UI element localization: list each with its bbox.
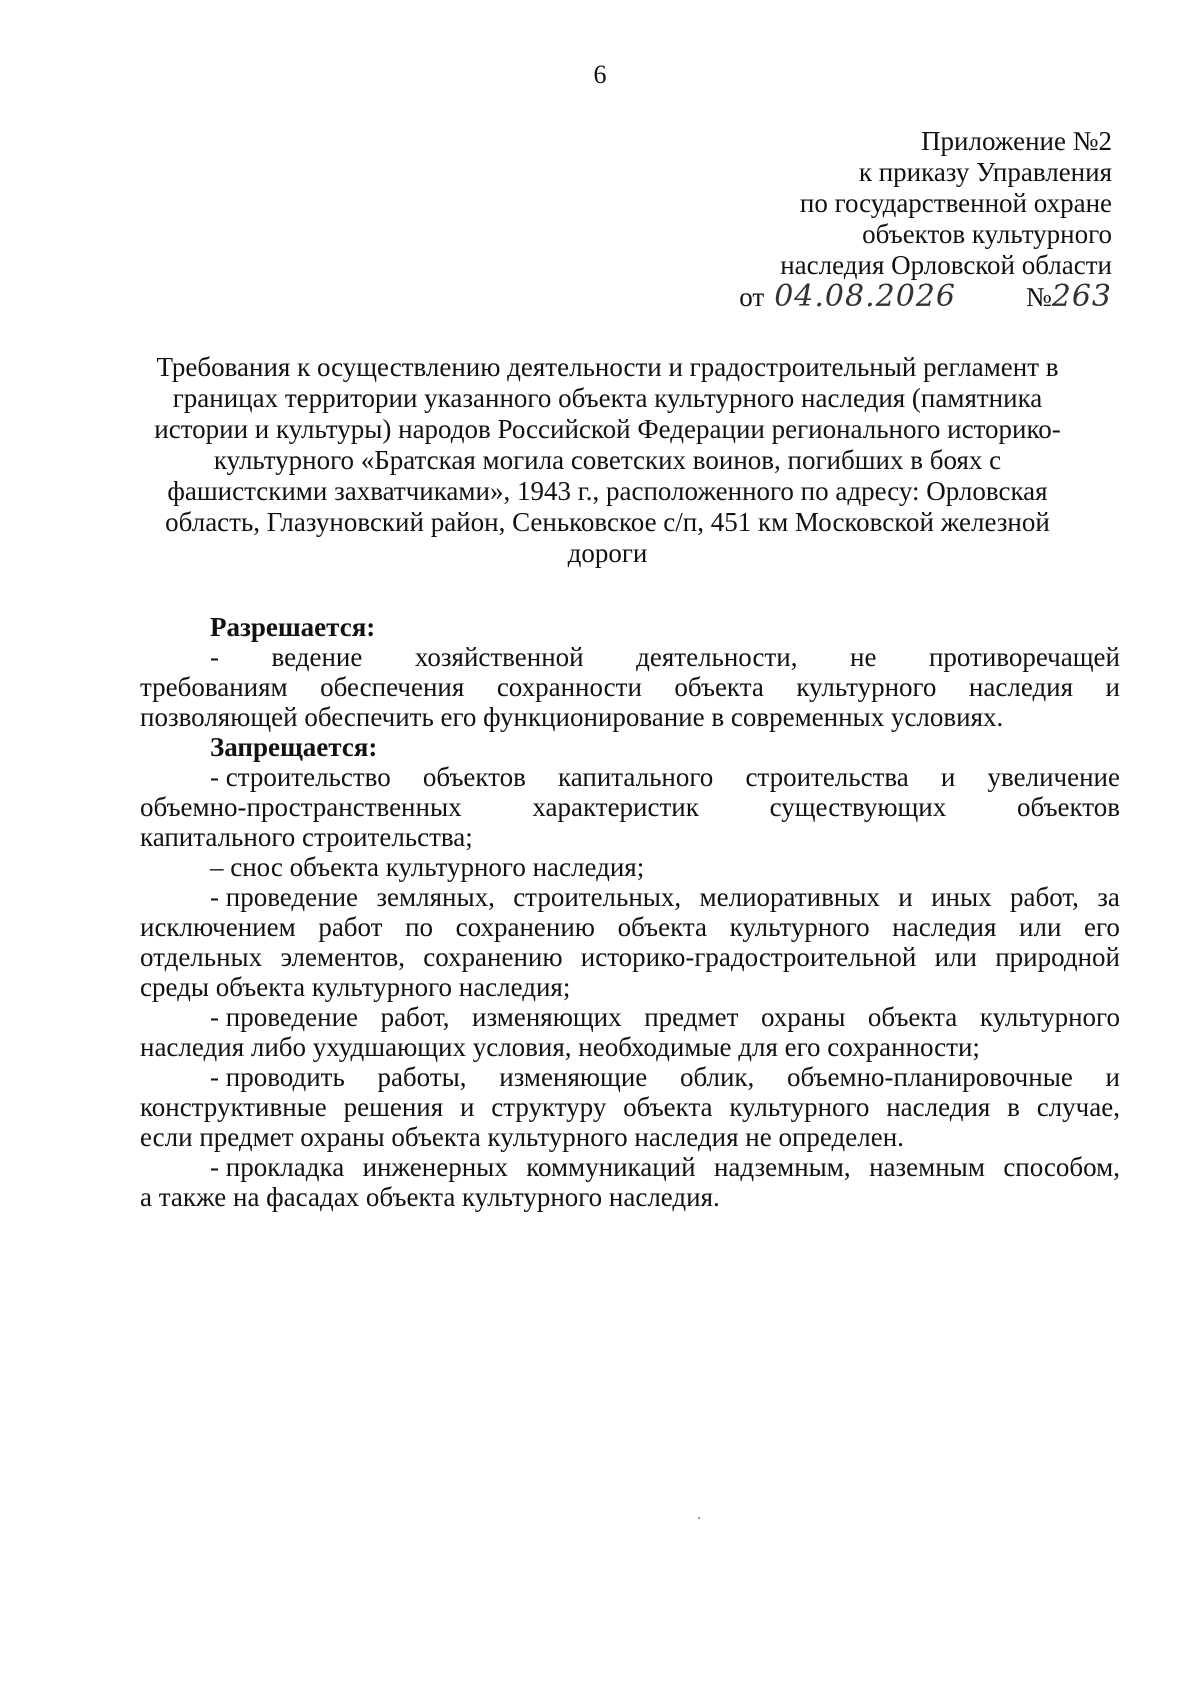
number-prefix: № — [1025, 282, 1052, 312]
text-line: – снос объекта культурного наследия; — [210, 852, 645, 882]
justified-line — [140, 1152, 1120, 1182]
word: объекта — [617, 912, 707, 942]
word: инженерных — [362, 1152, 508, 1182]
text-line: среды объекта культурного наследия; — [140, 972, 571, 1002]
title-line: истории и культуры) народов Российской Федерации регионального историко- — [154, 414, 1061, 444]
justified-line — [140, 1092, 1120, 1122]
word: надземным, — [713, 1152, 851, 1182]
title-line: Требования к осуществлению деятельности и градостроительный регламент в — [156, 352, 1059, 382]
word: решения — [343, 1092, 444, 1122]
justified-line — [140, 792, 1120, 822]
word: работ, — [1010, 882, 1079, 912]
text-line: а также на фасадах объекта культурного наследия. — [140, 1182, 720, 1212]
justified-line — [140, 642, 1120, 672]
text-line: наследия либо ухудшающих условия, необходимые для его сохранности; — [140, 1032, 980, 1062]
word: наследия — [968, 672, 1074, 702]
allowed-heading: Разрешается: — [210, 612, 376, 642]
appendix-line: объектов культурного — [862, 219, 1112, 249]
word: в — [1007, 1092, 1020, 1122]
word: наследия — [892, 912, 997, 942]
word: - прокладка — [210, 1152, 345, 1182]
word: мелиоративных — [699, 882, 880, 912]
word: за — [1097, 882, 1120, 912]
text-line: позволяющей обеспечить его функционирование в современных условиях. — [140, 702, 1004, 732]
appendix-line: наследия Орловской области — [780, 250, 1112, 280]
justified-line — [140, 1062, 1120, 1092]
word: сохранению — [423, 942, 563, 972]
prohibited-heading: Запрещается: — [210, 732, 378, 762]
word: охраны — [760, 1002, 846, 1032]
word: предмет — [644, 1002, 739, 1032]
word: увеличение — [987, 762, 1120, 792]
text-line: если предмет охраны объекта культурного наследия не определен. — [140, 1122, 904, 1152]
appendix-line: по государственной охране — [799, 188, 1112, 218]
word: - проведение — [210, 882, 359, 912]
justified-line — [140, 882, 1120, 912]
word: объемно-пространственных — [140, 792, 462, 822]
appendix-line: Приложение №2 — [921, 126, 1112, 156]
word: элементов, — [280, 942, 405, 972]
word: - строительство — [210, 762, 391, 792]
word: культурного — [796, 672, 937, 702]
word: и — [459, 1092, 475, 1122]
word: культурного — [729, 912, 870, 942]
word: объекта — [867, 1002, 958, 1032]
word: и — [940, 762, 956, 792]
justified-line — [140, 672, 1120, 702]
word: исключением — [140, 912, 296, 942]
word: отдельных — [140, 942, 263, 972]
justified-line — [140, 942, 1120, 972]
title-line: дороги — [567, 538, 648, 568]
justified-line — [140, 912, 1120, 942]
handwritten-date: 04.08.2026 — [774, 279, 956, 314]
word: по — [405, 912, 434, 942]
word: объемно-планировочные — [786, 1062, 1073, 1092]
word: объекта — [674, 672, 764, 702]
word: культурного — [729, 1092, 870, 1122]
word: или — [934, 942, 977, 972]
word: работ, — [380, 1002, 450, 1032]
word: сохранности — [496, 672, 642, 702]
date-prefix: от — [739, 282, 765, 312]
word: коммуникаций — [526, 1152, 696, 1182]
justified-line — [140, 762, 1120, 792]
allowed-item — [140, 642, 1120, 732]
title-line: фашистскими захватчиками», 1943 г., расположенного по адресу: Орловская — [167, 476, 1048, 506]
word: природной — [995, 942, 1120, 972]
word: противоречащей — [928, 642, 1120, 672]
word: характеристик — [532, 792, 699, 822]
word: случае, — [1036, 1092, 1120, 1122]
word: наземным — [869, 1152, 985, 1182]
word: изменяющих — [472, 1002, 622, 1032]
word: и — [1105, 672, 1120, 702]
word: изменяющие — [499, 1062, 648, 1092]
word: хозяйственной — [414, 642, 584, 672]
word: сохранению — [455, 912, 595, 942]
word: ведение — [271, 642, 363, 672]
word: - — [210, 642, 219, 672]
title-line: культурного «Братская могила советских воинов, погибших в боях с — [213, 445, 1002, 475]
word: облик, — [679, 1062, 755, 1092]
text-line: капитального строительства; — [140, 822, 473, 852]
word: капитального — [558, 762, 714, 792]
word: способом, — [1003, 1152, 1120, 1182]
word: и — [1105, 1062, 1120, 1092]
word: иных — [931, 882, 992, 912]
word: существующих — [769, 792, 947, 822]
word: конструктивные — [140, 1092, 327, 1122]
appendix-line: к приказу Управления — [858, 157, 1112, 187]
word: - проводить — [210, 1062, 345, 1092]
word: наследия — [886, 1092, 991, 1122]
word: требованиям — [140, 672, 288, 702]
word: не — [850, 642, 877, 672]
word: структуру — [491, 1092, 607, 1122]
order-date-number — [552, 281, 1112, 313]
word: объекта — [623, 1092, 713, 1122]
word: работы, — [377, 1062, 467, 1092]
word: или — [1019, 912, 1062, 942]
justified-line — [140, 1002, 1120, 1032]
prohibited-item — [140, 1152, 1120, 1212]
word: строительства — [745, 762, 909, 792]
prohibited-item — [140, 1002, 1120, 1062]
prohibited-item — [140, 1062, 1120, 1152]
word: и — [898, 882, 913, 912]
prohibited-item — [140, 762, 1120, 852]
appendix-header — [552, 126, 1112, 313]
word: его — [1084, 912, 1120, 942]
document-title — [140, 352, 1075, 569]
prohibited-item — [140, 882, 1120, 1002]
word: работ — [318, 912, 383, 942]
page-number: 6 — [593, 60, 607, 89]
prohibited-item — [140, 852, 1120, 882]
word: строительных, — [513, 882, 682, 912]
scan-speck — [698, 1517, 700, 1519]
word: объектов — [422, 762, 526, 792]
document-body — [140, 612, 1120, 1212]
word: культурного — [979, 1002, 1120, 1032]
word: земляных, — [376, 882, 495, 912]
word: деятельности, — [636, 642, 798, 672]
handwritten-number: 263 — [1051, 279, 1112, 314]
word: - проведение — [210, 1002, 359, 1032]
title-line: границах территории указанного объекта культурного наследия (памятника — [172, 383, 1043, 413]
word: обеспечения — [320, 672, 465, 702]
word: объектов — [1017, 792, 1120, 822]
word: историко-градостроительной — [580, 942, 917, 972]
title-line: область, Глазуновский район, Сеньковское с/п, 451 км Московской железной — [165, 507, 1050, 537]
